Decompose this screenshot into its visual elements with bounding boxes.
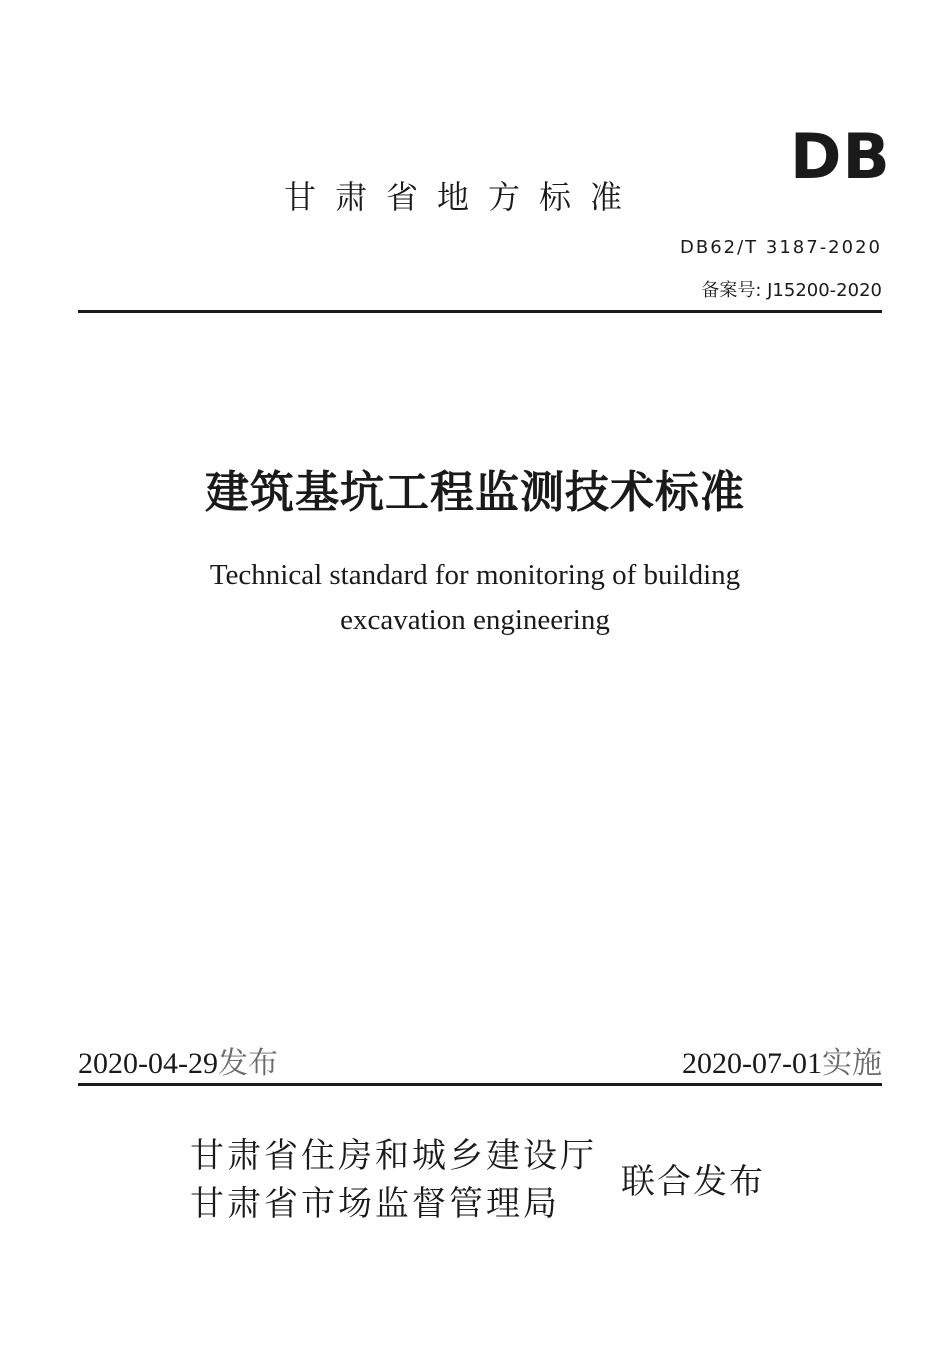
db-logo: DB — [790, 120, 891, 193]
effective-date-block — [682, 1038, 882, 1082]
bottom-divider — [78, 1083, 882, 1086]
issue-date: 2020-04-29 — [78, 1047, 218, 1080]
record-number: 备案号: J15200-2020 — [701, 280, 882, 301]
effective-label: 实施 — [822, 1047, 882, 1080]
joint-publish-label: 联合发布 — [621, 1162, 765, 1202]
effective-date: 2020-07-01 — [682, 1047, 822, 1080]
top-divider — [78, 310, 882, 313]
issue-label: 发布 — [217, 1047, 278, 1080]
issue-date-block — [78, 1038, 278, 1082]
issuer-line1: 甘肃省住房和城乡建设厅 — [190, 1136, 597, 1176]
issuer-line2: 甘肃省市场监督管理局 — [190, 1184, 560, 1224]
title-chinese: 建筑基坑工程监测技术标准 — [205, 467, 745, 518]
standard-number: DB62/T 3187-2020 — [679, 237, 882, 258]
title-english-line1: Technical standard for monitoring of building — [209, 559, 741, 591]
header-title: 甘肃省地方标准 — [284, 178, 642, 216]
title-english-line2: excavation engineering — [340, 604, 610, 636]
